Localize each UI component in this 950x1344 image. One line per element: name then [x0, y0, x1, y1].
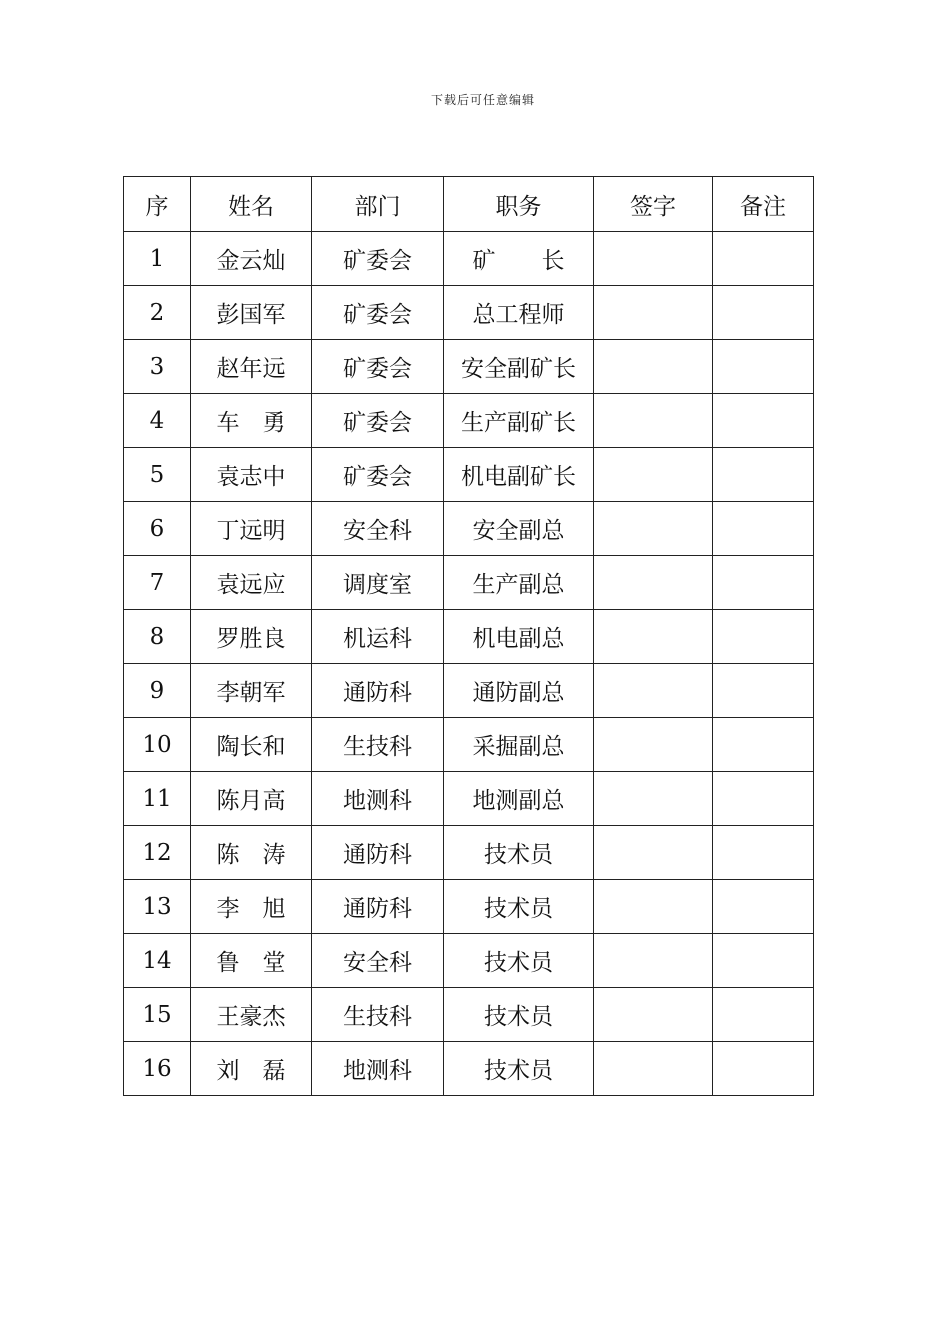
cell-department: 通防科	[312, 880, 444, 934]
cell-remarks[interactable]	[713, 394, 814, 448]
cell-position: 安全副总	[444, 502, 594, 556]
cell-no: 10	[124, 718, 191, 772]
cell-name: 鲁 堂	[191, 934, 312, 988]
cell-signature[interactable]	[594, 1042, 713, 1096]
cell-name: 车 勇	[191, 394, 312, 448]
cell-name: 赵年远	[191, 340, 312, 394]
cell-no: 16	[124, 1042, 191, 1096]
table-row	[124, 934, 814, 988]
cell-signature[interactable]	[594, 502, 713, 556]
cell-remarks[interactable]	[713, 232, 814, 286]
cell-signature[interactable]	[594, 934, 713, 988]
cell-department: 安全科	[312, 502, 444, 556]
cell-no: 1	[124, 232, 191, 286]
cell-signature[interactable]	[594, 286, 713, 340]
cell-remarks[interactable]	[713, 502, 814, 556]
cell-no: 11	[124, 772, 191, 826]
header-position: 职务	[444, 177, 594, 232]
cell-position: 矿 长	[444, 232, 594, 286]
cell-name: 陶长和	[191, 718, 312, 772]
cell-department: 通防科	[312, 664, 444, 718]
cell-signature[interactable]	[594, 232, 713, 286]
table-row	[124, 394, 814, 448]
cell-no: 9	[124, 664, 191, 718]
cell-department: 生技科	[312, 718, 444, 772]
cell-department: 矿委会	[312, 232, 444, 286]
sign-in-table	[123, 176, 814, 1096]
cell-position: 采掘副总	[444, 718, 594, 772]
table-row	[124, 664, 814, 718]
cell-name: 袁志中	[191, 448, 312, 502]
table-row	[124, 880, 814, 934]
cell-signature[interactable]	[594, 448, 713, 502]
table-header-row	[124, 177, 814, 232]
cell-position: 技术员	[444, 826, 594, 880]
cell-department: 通防科	[312, 826, 444, 880]
cell-position: 总工程师	[444, 286, 594, 340]
cell-position: 技术员	[444, 880, 594, 934]
cell-position: 生产副总	[444, 556, 594, 610]
cell-no: 2	[124, 286, 191, 340]
header-remarks: 备注	[713, 177, 814, 232]
cell-signature[interactable]	[594, 556, 713, 610]
cell-signature[interactable]	[594, 826, 713, 880]
cell-remarks[interactable]	[713, 556, 814, 610]
cell-no: 14	[124, 934, 191, 988]
cell-no: 13	[124, 880, 191, 934]
cell-department: 地测科	[312, 1042, 444, 1096]
cell-name: 刘 磊	[191, 1042, 312, 1096]
cell-signature[interactable]	[594, 340, 713, 394]
cell-signature[interactable]	[594, 718, 713, 772]
cell-remarks[interactable]	[713, 610, 814, 664]
cell-name: 陈 涛	[191, 826, 312, 880]
cell-signature[interactable]	[594, 988, 713, 1042]
table-row	[124, 502, 814, 556]
cell-remarks[interactable]	[713, 718, 814, 772]
table-row	[124, 826, 814, 880]
cell-name: 彭国军	[191, 286, 312, 340]
cell-remarks[interactable]	[713, 1042, 814, 1096]
cell-signature[interactable]	[594, 772, 713, 826]
cell-remarks[interactable]	[713, 880, 814, 934]
table-row	[124, 988, 814, 1042]
cell-remarks[interactable]	[713, 340, 814, 394]
cell-position: 机电副总	[444, 610, 594, 664]
cell-name: 丁远明	[191, 502, 312, 556]
table-row	[124, 232, 814, 286]
table-row	[124, 610, 814, 664]
cell-no: 6	[124, 502, 191, 556]
cell-signature[interactable]	[594, 664, 713, 718]
cell-position: 技术员	[444, 1042, 594, 1096]
cell-name: 王豪杰	[191, 988, 312, 1042]
cell-department: 矿委会	[312, 394, 444, 448]
cell-position: 通防副总	[444, 664, 594, 718]
table-row	[124, 556, 814, 610]
cell-position: 技术员	[444, 988, 594, 1042]
cell-signature[interactable]	[594, 610, 713, 664]
cell-position: 地测副总	[444, 772, 594, 826]
cell-no: 12	[124, 826, 191, 880]
cell-signature[interactable]	[594, 880, 713, 934]
cell-remarks[interactable]	[713, 934, 814, 988]
table-row	[124, 286, 814, 340]
cell-no: 3	[124, 340, 191, 394]
cell-remarks[interactable]	[713, 826, 814, 880]
cell-position: 生产副矿长	[444, 394, 594, 448]
table-row	[124, 1042, 814, 1096]
cell-signature[interactable]	[594, 394, 713, 448]
cell-department: 调度室	[312, 556, 444, 610]
cell-position: 技术员	[444, 934, 594, 988]
cell-remarks[interactable]	[713, 664, 814, 718]
cell-no: 15	[124, 988, 191, 1042]
cell-position: 机电副矿长	[444, 448, 594, 502]
header-note: 下载后可任意编辑	[430, 93, 535, 107]
header-department: 部门	[312, 177, 444, 232]
table-row	[124, 448, 814, 502]
cell-no: 8	[124, 610, 191, 664]
cell-no: 5	[124, 448, 191, 502]
table-row	[124, 718, 814, 772]
cell-department: 矿委会	[312, 448, 444, 502]
cell-no: 4	[124, 394, 191, 448]
cell-department: 安全科	[312, 934, 444, 988]
cell-position: 安全副矿长	[444, 340, 594, 394]
cell-department: 生技科	[312, 988, 444, 1042]
cell-remarks[interactable]	[713, 448, 814, 502]
cell-remarks[interactable]	[713, 286, 814, 340]
cell-remarks[interactable]	[713, 988, 814, 1042]
cell-department: 矿委会	[312, 340, 444, 394]
cell-remarks[interactable]	[713, 772, 814, 826]
cell-no: 7	[124, 556, 191, 610]
cell-department: 机运科	[312, 610, 444, 664]
cell-name: 金云灿	[191, 232, 312, 286]
table-row	[124, 340, 814, 394]
cell-name: 罗胜良	[191, 610, 312, 664]
cell-name: 李朝军	[191, 664, 312, 718]
cell-department: 矿委会	[312, 286, 444, 340]
table-row	[124, 772, 814, 826]
header-no: 序	[124, 177, 191, 232]
header-name: 姓名	[191, 177, 312, 232]
cell-name: 陈月高	[191, 772, 312, 826]
cell-name: 李 旭	[191, 880, 312, 934]
cell-name: 袁远应	[191, 556, 312, 610]
header-signature: 签字	[594, 177, 713, 232]
cell-department: 地测科	[312, 772, 444, 826]
table-body	[124, 232, 814, 1096]
